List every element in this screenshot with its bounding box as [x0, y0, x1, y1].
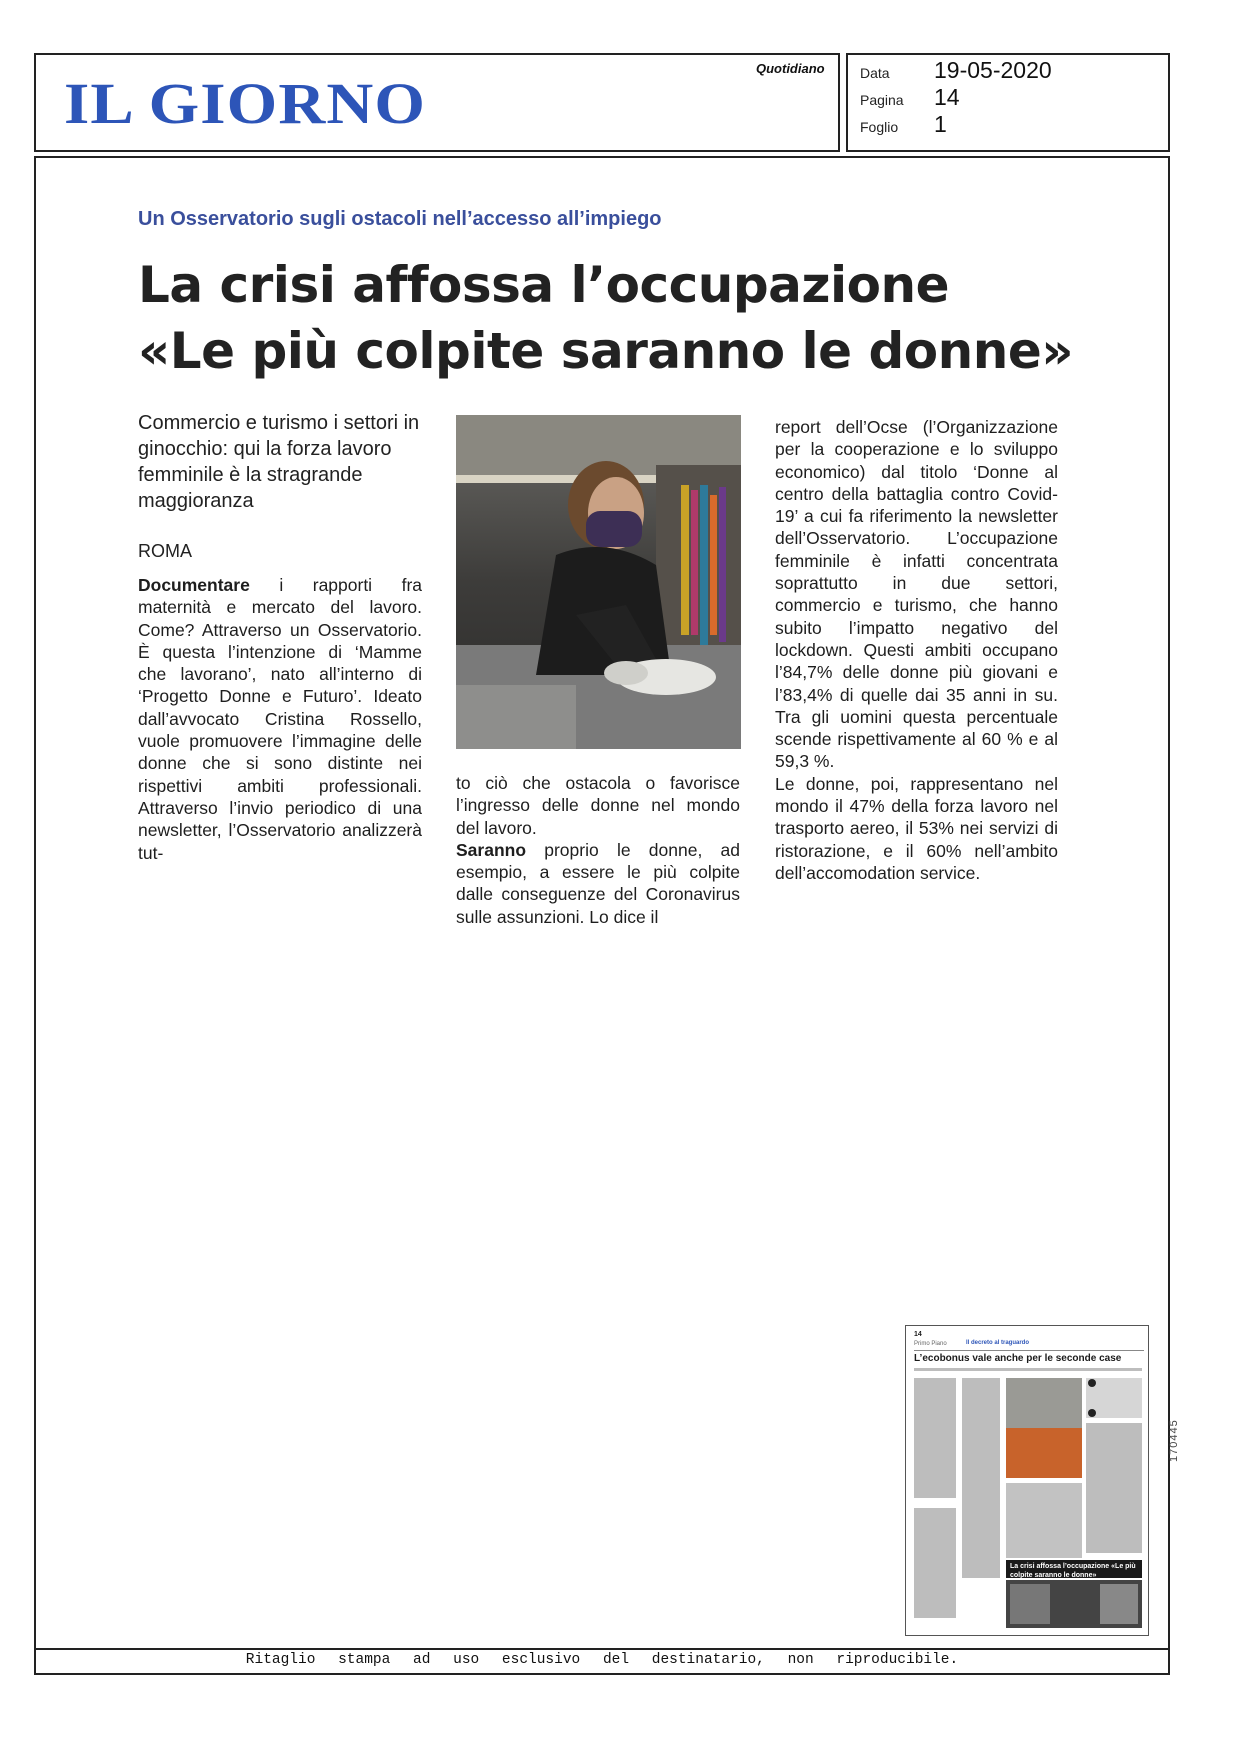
- article-subhead: Commercio e turismo i settori in ginocchio: qui la forza lavoro femminile è la stragrande maggioranza: [138, 412, 420, 512]
- article-column-3: [775, 416, 1058, 884]
- photo-woman-working-illustration: [456, 415, 741, 749]
- masthead-logo: IL GIORNO: [64, 71, 427, 136]
- meta-box: [846, 53, 1170, 152]
- edition-label: Quotidiano: [756, 61, 825, 76]
- thumb-topic: Il decreto al traguardo: [966, 1340, 1030, 1346]
- article-column-2: [456, 772, 740, 928]
- meta-date-value: 19-05-2020: [934, 57, 1052, 83]
- barcode-number: 170445: [1168, 1419, 1180, 1462]
- thumb-layout-illustration: [914, 1368, 1142, 1630]
- meta-page-label: Pagina: [860, 92, 904, 108]
- thumb-page-num: 14: [914, 1331, 922, 1338]
- column-2-text: to ciò che ostacola o favorisce l’ingresso delle donne nel mondo del lavoro.: [456, 773, 740, 838]
- article-kicker: Un Osservatorio sugli ostacoli nell’accesso all’impiego: [138, 208, 662, 230]
- article-photo: [456, 415, 741, 749]
- headline-line-1: La crisi affossa l’occupazione: [138, 256, 950, 314]
- headline-line-2: «Le più colpite saranno le donne»: [138, 322, 1074, 380]
- article-dateline: ROMA: [138, 541, 192, 561]
- column-1-text: i rapporti fra maternità e mercato del lavoro. Come? Attraverso un Osservatorio. È questa l’intenzione di ‘Mamme che lavorano’, nato all’interno di ‘Progetto Donne e Futuro’. Ideato dall’avvocato Cristina Rossello, vuole promuovere l’immagine delle donne che si sono distinte nei rispettivi ambiti professionali. Attraverso l’invio periodico di una newsletter, l’Osservatorio analizzerà tut-: [138, 575, 422, 863]
- meta-page-value: 14: [934, 84, 960, 110]
- column-2-text-2: proprio le donne, ad esempio, a essere le più colpite dalle conseguenze del Coronavirus sulle assunzioni. Lo dice il: [456, 839, 740, 927]
- page-thumbnail: [905, 1325, 1149, 1636]
- column-3-text-2: Le donne, poi, rappresentano nel mondo il 47% della forza lavoro nel trasporto aereo, il 53% nei servizi di ristorazione, e il 60% nell’ambito dell’accomodation service.: [775, 773, 1058, 883]
- meta-sheet-value: 1: [934, 111, 947, 137]
- meta-sheet-label: Foglio: [860, 119, 899, 135]
- thumb-headline: L’ecobonus vale anche per le seconde case: [914, 1353, 1122, 1364]
- column-2-lead: Saranno: [456, 839, 527, 860]
- column-3-text: report dell’Ocse (l’Organizzazione per la cooperazione e lo sviluppo economico) dal titolo ‘Donne al centro della battaglia contro Covid-19’ a cui fa riferimento la newsletter dell’Osservatorio. L’occupazione femminile è infatti concentrata soprattutto in due settori, commercio e turismo, che hanno subito l’impatto negativo del lockdown. Questi ambiti occupano l’84,7% delle donne più giovani e l’83,4% di quelle dai 35 anni in su. Tra gli uomini questa percentuale scende rispettivamente al 60 % e al 59,3 %.: [775, 417, 1058, 772]
- thumb-section: Primo Piano: [914, 1341, 947, 1347]
- meta-date-label: Data: [860, 65, 890, 81]
- footer-disclaimer: Ritaglio stampa ad uso esclusivo del destinatario, non riproducibile.: [245, 1652, 959, 1668]
- article-column-1: [138, 574, 422, 864]
- thumb-subheadline: La crisi affossa l’occupazione «Le più colpite saranno le donne»: [1010, 1563, 1136, 1579]
- column-1-lead: Documentare: [138, 575, 250, 595]
